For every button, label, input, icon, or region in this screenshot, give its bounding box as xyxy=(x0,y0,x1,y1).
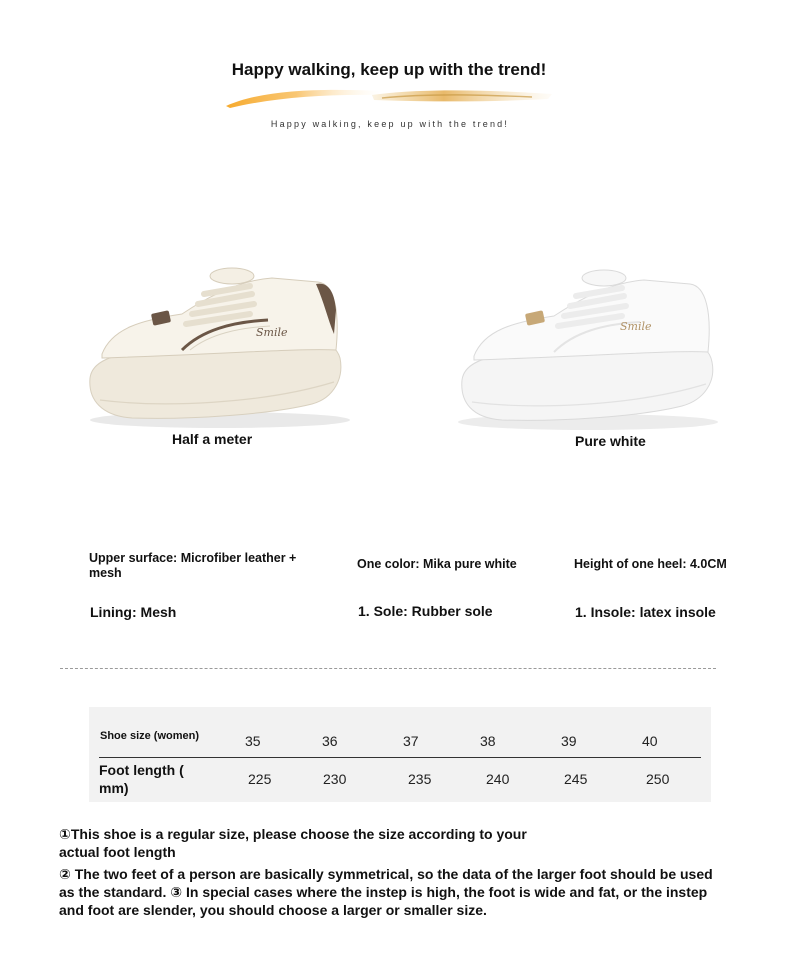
size-cell: 38 xyxy=(480,733,496,749)
variant-label-half-a-meter: Half a meter xyxy=(172,431,253,447)
spec-color: One color: Mika pure white xyxy=(357,557,517,571)
size-cell: 35 xyxy=(245,733,261,749)
shoe-image-pure-white[interactable] xyxy=(440,250,740,440)
shoe-image-half-a-meter[interactable] xyxy=(72,250,372,440)
size-cell: 37 xyxy=(403,733,419,749)
size-cell: 40 xyxy=(642,733,658,749)
svg-text:Smile: Smile xyxy=(256,326,288,339)
length-cell: 235 xyxy=(408,771,432,787)
spec-heel-height: Height of one heel: 4.0CM xyxy=(574,557,727,571)
size-header-label: Shoe size (women) xyxy=(100,730,200,742)
foot-length-label: Foot length ( mm) xyxy=(99,762,184,796)
length-cell: 245 xyxy=(564,771,588,787)
length-cell: 240 xyxy=(486,771,510,787)
page-subtitle: Happy walking, keep up with the trend! xyxy=(270,119,510,129)
brush-stroke-decoration xyxy=(222,82,558,112)
spec-upper-surface: Upper surface: Microfiber leather + mesh xyxy=(89,551,297,580)
spec-insole: 1. Insole: latex insole xyxy=(575,604,716,620)
length-cell: 250 xyxy=(646,771,670,787)
length-cell: 230 xyxy=(323,771,347,787)
size-note-2: ② The two feet of a person are basically symmetrical, so the data of the larger foot should be used as the standard. ③ In special cases where the instep is high, the foot is wide and fat, or the instep and foot are slender, you should choose a larger or smaller size. xyxy=(59,866,713,918)
length-cell: 225 xyxy=(248,771,272,787)
table-row-divider xyxy=(99,757,701,758)
spec-lining: Lining: Mesh xyxy=(90,604,177,620)
variant-label-pure-white: Pure white xyxy=(575,433,646,449)
spec-sole: 1. Sole: Rubber sole xyxy=(358,603,493,619)
size-cell: 39 xyxy=(561,733,577,749)
size-note-1: ①This shoe is a regular size, please choose the size according to your actual foot length xyxy=(59,826,527,860)
size-cell: 36 xyxy=(322,733,338,749)
section-divider xyxy=(60,668,716,669)
page-title: Happy walking, keep up with the trend! xyxy=(231,60,547,79)
svg-text:Smile: Smile xyxy=(620,320,652,333)
